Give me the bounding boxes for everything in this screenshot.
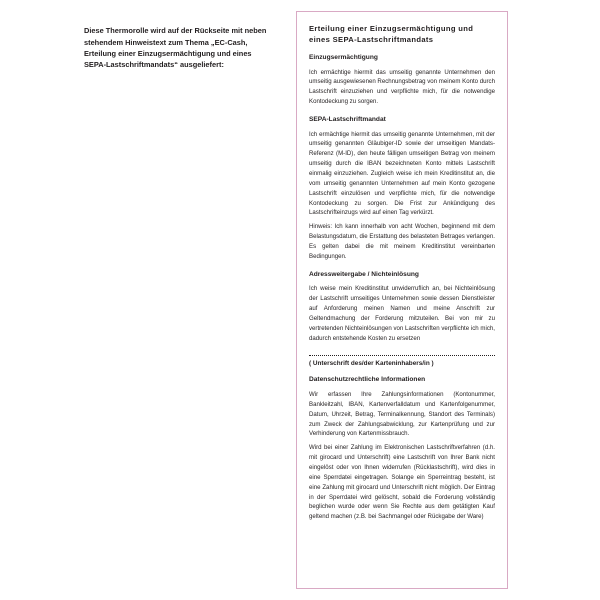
section-sepa-lastschriftmandat xyxy=(309,116,495,262)
section-paragraph: Ich weise mein Kreditinstitut unwiderruflich an, bei Nichteinlösung der Lastschrift umseitiges Unternehmen sowie dessen Dienstleister auf Anforderung meinen Namen und meine Anschrift zur Geltendmachung der Forderung mitzuteilen. Bei von mir zu vertretenden Nichteinlösungen von Lastschriften verpflichte ich mich, dadurch entstehende Kosten zu ersetzen xyxy=(309,285,495,342)
left-column xyxy=(84,18,274,78)
signature-line xyxy=(309,355,495,356)
section-paragraph: Wird bei einer Zahlung im Elektronischen Lastschriftverfahren (d.h. mit girocard und Unterschrift) eine Lastschrift von Ihrer Bank nicht eingelöst oder von Ihnen widerrufen (Rücklastschrift), wird dies in eine Sperrdatei eingetragen. Solange ein Sperreintrag besteht, ist eine Zahlung mit girocard und Unterschrift nicht möglich. Der Eintrag in der Sperrdatei wird gelöscht, sobald die Forderung vollständig beglichen wurde oder wenn Sie Rechte aus dem getätigten Kauf geltend machen (z.B. bei Sachmangel oder Rückgabe der Ware) xyxy=(309,444,495,521)
section-paragraph: Wir erfassen Ihre Zahlungsinformationen (Kontonummer, Bankleitzahl, IBAN, Kartenverfalldatum und Kartenfolgenummer, Datum, Uhrzeit, Betrag, Terminalkennung, Standort des Terminals) zum Zweck der Zahlungsabwicklung, zur Kartenprüfung und zur Verhinderung von Kartenmissbrauch. xyxy=(309,391,495,438)
section-paragraph: Ich ermächtige hiermit das umseitig genannte Unternehmen den umseitig ausgewiesenen Rechnungsbetrag von meinem Konto durch Lastschrift einzuziehen und verpflichte mich, für die notwendige Kontodeckung zu sorgen. xyxy=(309,68,495,106)
section-datenschutz xyxy=(309,376,495,522)
terms-panel xyxy=(296,11,508,589)
section-einzugsermaechtigung xyxy=(309,54,495,107)
section-heading: Einzugsermächtigung xyxy=(309,54,378,61)
panel-title: Erteilung einer Einzugsermächtigung und eines SEPA-Lastschriftmandats xyxy=(309,24,474,44)
section-paragraph: Ich ermächtige hiermit das umseitig genannte Unternehmen, mit der umseitig genannten Gläubiger-ID sowie der umseitigen Mandats-Referenz (M-ID), den heute fälligen umseitigen Betrag von meinem umseitig durch die IBAN bezeichneten Konto mittels Lastschrift einmalig einzuziehen. Zugleich weise ich mein Kreditinstitut an, die vom umseitig genannten Unternehmen auf mein Konto gezogene Lastschrift einzulösen und verpflichte mich, für die notwendige Kontodeckung zu sorgen. Die Frist zur Ankündigung des Lastschrifteinzugs wird auf einen Tag verkürzt. xyxy=(309,130,495,217)
section-heading: Adressweitergabe / Nichteinlösung xyxy=(309,270,419,278)
signature-label: ( Unterschrift des/der Karteninhabers/in ) xyxy=(309,360,434,368)
section-heading: SEPA-Lastschriftmandat xyxy=(309,116,386,123)
intro-text: Diese Thermorolle wird auf der Rückseite mit neben stehendem Hinweistext zum Thema „EC-Cash, Erteilung einer Einzugsermächtigung und eines SEPA-Lastschriftmandats“ ausgeliefert: xyxy=(84,26,267,70)
section-paragraph-note: Hinweis: Ich kann innerhalb von acht Wochen, beginnend mit dem Belastungsdatum, die Erstattung des belasteten Betrages verlangen. Es gelten dabei die mit meinem Kreditinstitut vereinbarten Bedingungen. xyxy=(309,223,495,260)
section-adressweitergabe xyxy=(309,271,495,344)
section-heading: Datenschutzrechtliche Informationen xyxy=(309,376,426,384)
